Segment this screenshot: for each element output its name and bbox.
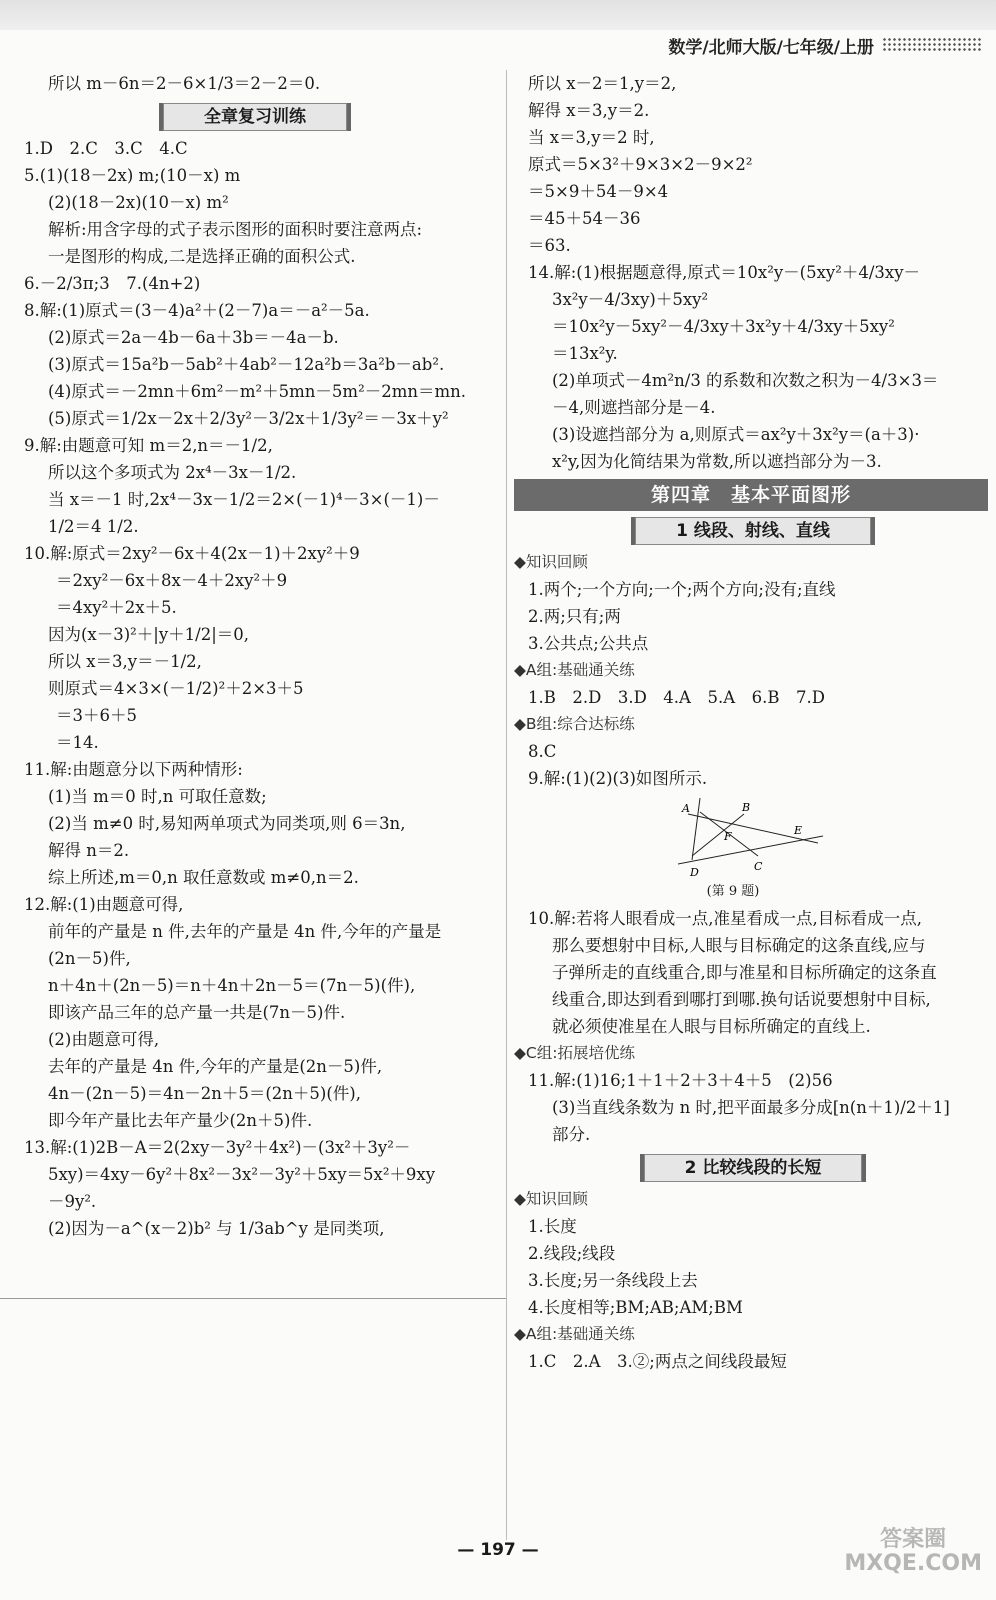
text-line: (2)因为－a^(x－2)b² 与 1/3ab^y 是同类项, <box>48 1219 385 1238</box>
text-line: ＝14. <box>56 733 99 752</box>
text-line: 3.公共点;公共点 <box>528 634 649 653</box>
text-line: 综上所述,m＝0,n 取任意数或 m≠0,n＝2. <box>48 868 359 887</box>
text-line: 1.长度 <box>528 1217 577 1236</box>
text-line: (2n－5)件, <box>48 949 131 968</box>
text-line: (4)原式＝－2mn＋6m²－m²＋5mn－5m²－2mn＝mn. <box>48 382 466 401</box>
text-line: ＝63. <box>528 236 571 255</box>
text-line: 9.解:由题意可知 m＝2,n＝－1/2, <box>24 436 273 455</box>
figure-svg <box>678 798 828 878</box>
header-dot-pattern <box>882 37 982 53</box>
text-line: (2)单项式－4m²n/3 的系数和次数之积为－4/3×3＝ <box>552 371 939 390</box>
point-label: D <box>690 866 699 878</box>
text-line: ＝3＋6＋5 <box>56 706 137 725</box>
text-line: 4n－(2n－5)＝4n－2n＋5＝(2n＋5)(件), <box>48 1084 361 1103</box>
text-line: 10.解:原式＝2xy²－6x＋4(2x－1)＋2xy²＋9 <box>24 544 360 563</box>
text-line: 5xy)＝4xy－6y²＋8x²－3x²－3y²＋5xy＝5x²＋9xy <box>48 1165 436 1184</box>
text-line: 10.解:若将人眼看成一点,准星看成一点,目标看成一点, <box>528 909 923 928</box>
section-heading <box>528 1154 978 1182</box>
section-heading-label: 全章复习训练 <box>163 103 347 131</box>
left-column <box>24 70 486 1242</box>
chapter-heading: 第四章 基本平面图形 <box>514 479 988 511</box>
geometry-figure <box>678 798 828 878</box>
text-line: (1)当 m＝0 时,n 可取任意数; <box>48 787 267 806</box>
section-heading-label: 2 比较线段的长短 <box>644 1154 863 1182</box>
section-heading <box>24 103 486 131</box>
text-line: (2)当 m≠0 时,易知两单项式为同类项,则 6＝3n, <box>48 814 406 833</box>
text-line: 1/2＝4 1/2. <box>48 517 139 536</box>
text-line: 1.D 2.C 3.C 4.C <box>24 139 188 158</box>
text-line: ＝45＋54－36 <box>528 209 641 228</box>
text-line: 所以 x－2＝1,y＝2, <box>528 74 677 93</box>
text-line: 6.－2/3π;3 7.(4n+2) <box>24 274 201 293</box>
text-line: 子弹所走的直线重合,即与准星和目标所确定的这条直 <box>552 963 937 982</box>
text-line: 部分. <box>552 1125 591 1144</box>
text-line: 就必须使准星在人眼与目标所确定的直线上. <box>552 1017 871 1036</box>
fold-line <box>0 1298 506 1299</box>
text-line: n＋4n＋(2n－5)＝n＋4n＋2n－5＝(7n－5)(件), <box>48 976 416 995</box>
text-line: 解析:用含字母的式子表示图形的面积时要注意两点: <box>48 220 423 239</box>
point-label: E <box>794 824 803 837</box>
page-number: — 197 — <box>457 1540 539 1560</box>
text-line: 3x²y－4/3xy)＋5xy² <box>552 290 709 309</box>
text-line: 前年的产量是 n 件,去年的产量是 4n 件,今年的产量是 <box>48 922 442 941</box>
text-line: 当 x＝－1 时,2x⁴－3x－1/2＝2×(－1)⁴－3×(－1)－ <box>48 490 440 509</box>
point-label: F <box>724 830 732 843</box>
text-line: ＝10x²y－5xy²－4/3xy＋3x²y＋4/3xy＋5xy² <box>552 317 895 336</box>
text-line: 即该产品三年的总产量一共是(7n－5)件. <box>48 1003 346 1022</box>
text-line: 8.解:(1)原式＝(3－4)a²＋(2－7)a＝－a²－5a. <box>24 301 370 320</box>
text-line: 解得 x＝3,y＝2. <box>528 101 650 120</box>
text-line: 11.解:(1)16;1＋1＋2＋3＋4＋5 (2)56 <box>528 1071 833 1090</box>
text-line: 原式＝5×3²＋9×3×2－9×2² <box>528 155 753 174</box>
text-line: ＝4xy²＋2x＋5. <box>56 598 177 617</box>
text-line: 13.解:(1)2B－A＝2(2xy－3y²＋4x²)－(3x²＋3y²－ <box>24 1138 411 1157</box>
text-line: 线重合,即达到看到哪打到哪.换句话说要想射中目标, <box>552 990 931 1009</box>
text-line: (2)(18－2x)(10－x) m² <box>48 193 229 212</box>
right-column <box>514 70 978 1375</box>
text-line: ＝5×9＋54－9×4 <box>528 182 669 201</box>
text-line: 一是图形的构成,二是选择正确的面积公式. <box>48 247 356 266</box>
text-line: 9.解:(1)(2)(3)如图所示. <box>528 769 708 788</box>
point-label: A <box>682 802 690 815</box>
text-line: 4.长度相等;BM;AB;AM;BM <box>528 1298 743 1317</box>
watermark-logo <box>844 1528 982 1576</box>
header-title: 数学/北师大版/七年级/上册 <box>668 37 874 58</box>
group-heading: ◆A组:基础通关练 <box>514 661 635 679</box>
text-line: 8.C <box>528 742 557 761</box>
text-line: 解得 n＝2. <box>48 841 130 860</box>
group-heading: ◆A组:基础通关练 <box>514 1325 635 1343</box>
text-line: 所以这个多项式为 2x⁴－3x－1/2. <box>48 463 297 482</box>
text-line: (3)当直线条数为 n 时,把平面最多分成[n(n＋1)/2＋1] <box>552 1098 950 1117</box>
text-line: 1.C 2.A 3.②;两点之间线段最短 <box>528 1352 787 1371</box>
group-heading: ◆B组:综合达标练 <box>514 715 635 733</box>
text-line: 14.解:(1)根据题意得,原式＝10x²y－(5xy²＋4/3xy－ <box>528 263 921 282</box>
text-line: 1.两个;一个方向;一个;两个方向;没有;直线 <box>528 580 836 599</box>
point-label: C <box>754 860 763 873</box>
text-line: 则原式＝4×3×(－1/2)²＋2×3＋5 <box>48 679 304 698</box>
text-line: x²y,因为化简结果为常数,所以遮挡部分为－3. <box>552 452 882 471</box>
running-header <box>668 30 982 60</box>
text-line: 12.解:(1)由题意可得, <box>24 895 184 914</box>
text-line: 去年的产量是 4n 件,今年的产量是(2n－5)件, <box>48 1057 383 1076</box>
text-line: 2.两;只有;两 <box>528 607 621 626</box>
figure-caption: (第 9 题) <box>706 884 760 899</box>
column-divider <box>506 70 507 1540</box>
text-line: (5)原式＝1/2x－2x＋2/3y²－3/2x＋1/3y²＝－3x＋y² <box>48 409 449 428</box>
top-band <box>0 0 996 30</box>
text-line: 1.B 2.D 3.D 4.A 5.A 6.B 7.D <box>528 688 825 707</box>
text-line: 当 x＝3,y＝2 时, <box>528 128 655 147</box>
text-line: 所以 x＝3,y＝－1/2, <box>48 652 202 671</box>
point-label: B <box>742 801 751 814</box>
text-line: 5.(1)(18－2x) m;(10－x) m <box>24 166 241 185</box>
text-line: －9y². <box>48 1192 97 1211</box>
group-heading: ◆C组:拓展培优练 <box>514 1044 635 1062</box>
page-number-value: 197 <box>480 1540 516 1560</box>
group-heading: ◆知识回顾 <box>514 1190 588 1208</box>
text-line: ＝13x²y. <box>552 344 618 363</box>
text-line: (2)由题意可得, <box>48 1030 160 1049</box>
text-line: 2.线段;线段 <box>528 1244 616 1263</box>
group-heading: ◆知识回顾 <box>514 553 588 571</box>
section-heading <box>528 517 978 545</box>
watermark-line1: 答案圈 <box>880 1527 947 1552</box>
text-line: 即今年产量比去年产量少(2n＋5)件. <box>48 1111 313 1130</box>
text-line: 因为(x－3)²＋|y＋1/2|＝0, <box>48 625 250 644</box>
text-line: －4,则遮挡部分是－4. <box>552 398 716 417</box>
text-line: 所以 m－6n＝2－6×1/3＝2－2＝0. <box>48 74 321 93</box>
text-line: (3)原式＝15a²b－5ab²＋4ab²－12a²b＝3a²b－ab². <box>48 355 445 374</box>
text-line: 那么要想射中目标,人眼与目标确定的这条直线,应与 <box>552 936 926 955</box>
watermark-line2: MXQE.COM <box>844 1551 982 1576</box>
text-line: (2)原式＝2a－4b－6a＋3b＝－4a－b. <box>48 328 339 347</box>
text-line: ＝2xy²－6x＋8x－4＋2xy²＋9 <box>56 571 288 590</box>
text-line: 3.长度;另一条线段上去 <box>528 1271 698 1290</box>
text-line: 11.解:由题意分以下两种情形: <box>24 760 243 779</box>
text-line: (3)设遮挡部分为 a,则原式＝ax²y＋3x²y＝(a＋3)· <box>552 425 920 444</box>
section-heading-label: 1 线段、射线、直线 <box>635 517 871 545</box>
